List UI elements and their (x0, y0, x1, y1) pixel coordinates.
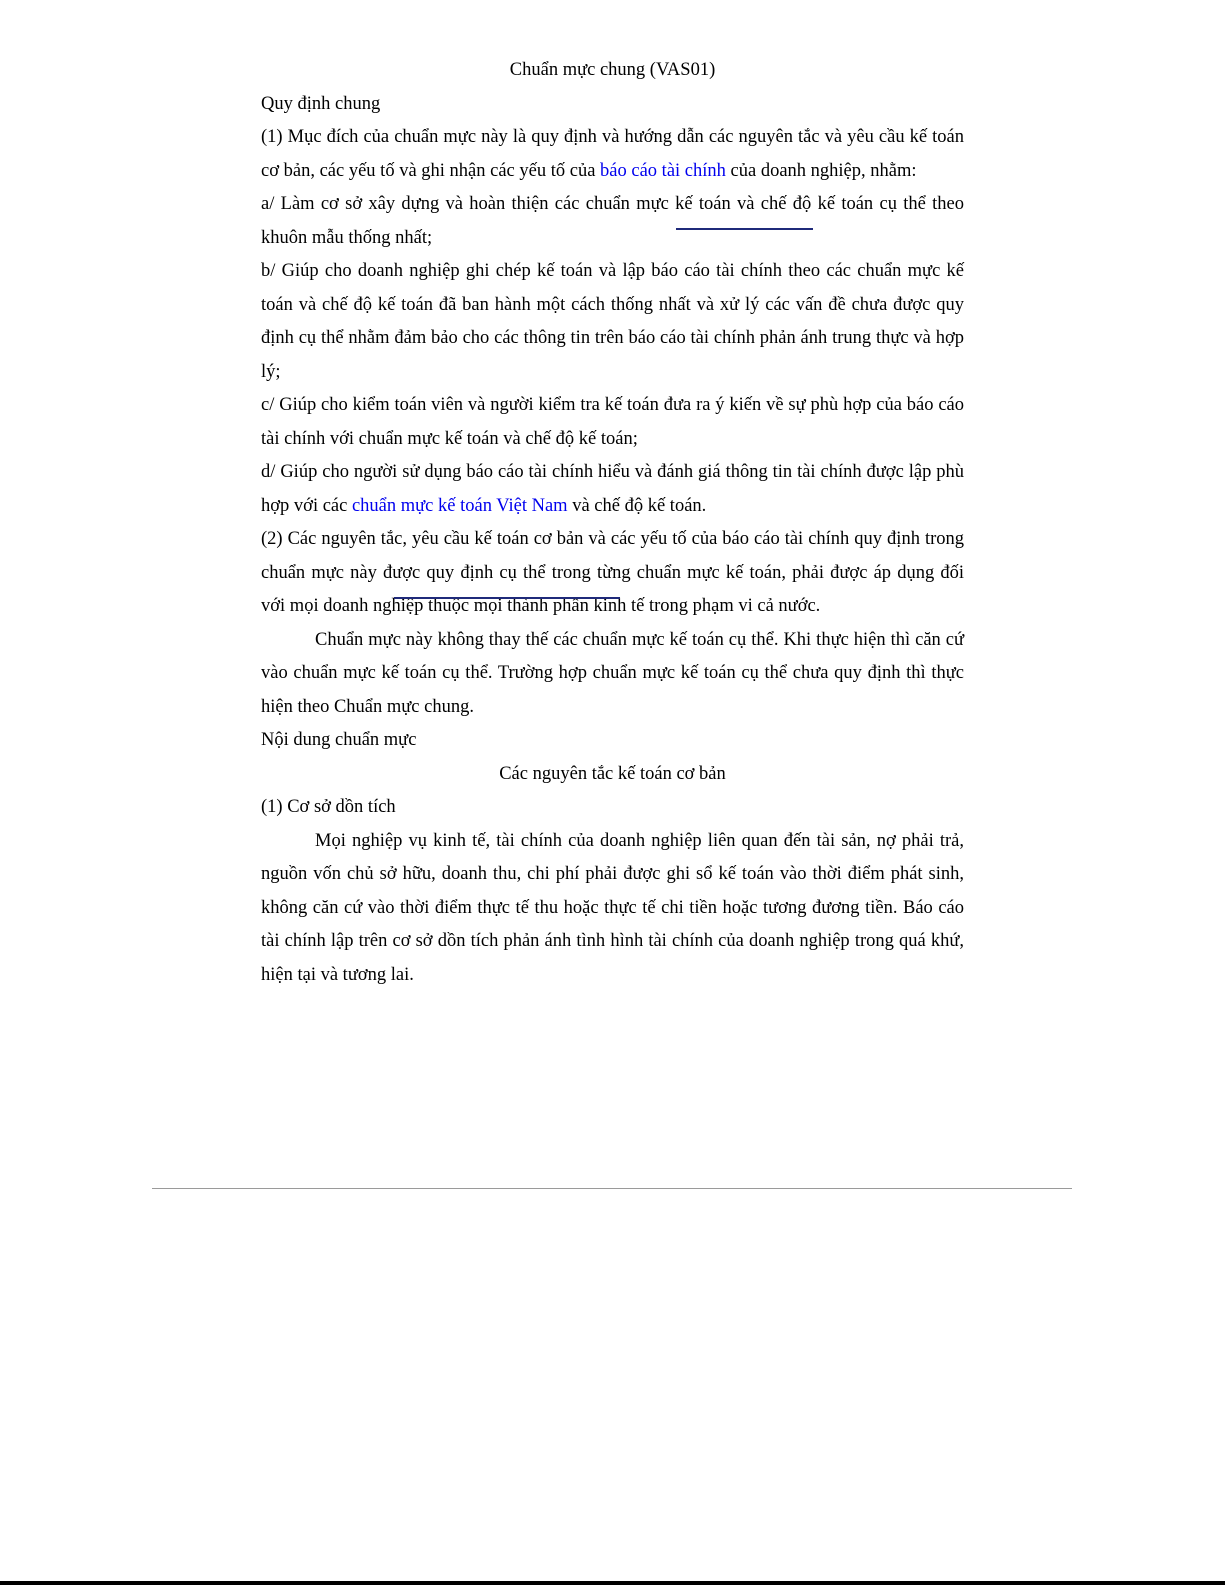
bottom-edge-bar (0, 1581, 1225, 1585)
accrual-heading: (1) Cơ sở dồn tích (261, 797, 396, 817)
paragraph-purpose-text-b: của doanh nghiệp, nhằm: (725, 160, 917, 181)
list-item-c: c/ Giúp cho kiểm toán viên và người kiểm tra kế toán đưa ra ý kiến về sự phù hợp của báo cáo tài chính với chuẩn mực kế toán và chế độ kế toán; (261, 395, 964, 449)
paragraph-purpose-text-a: (1) Mục đích của chuẩn mực này là quy định và hướng dẫn các nguyên tắc và yêu cầu kế toán cơ bản, các yếu tố và ghi nhận các yếu tố của (261, 127, 964, 181)
list-item-b: b/ Giúp cho doanh nghiệp ghi chép kế toán và lập báo cáo tài chính theo các chuẩn mực kế toán và chế độ kế toán đã ban hành một cách thống nhất và xử lý các vấn đề chưa được quy định cụ thể nhằm đảm bảo cho các thông tin trên báo cáo tài chính phản ánh trung thực và hợp lý; (261, 261, 964, 382)
list-item-d-text-a: d/ Giúp cho người sử dụng báo cáo tài chính hiểu và đánh giá thông tin tài chính được lập phù hợp với các (261, 462, 964, 516)
page-separator-rule (152, 1188, 1072, 1189)
section-heading-general: Quy định chung (261, 93, 381, 114)
accrual-paragraph: Mọi nghiệp vụ kinh tế, tài chính của doanh nghiệp liên quan đến tài sản, nợ phải trả, nguồn vốn chủ sở hữu, doanh thu, chi phí phải được ghi sổ kế toán vào thời điểm phát sinh, không căn cứ vào thời điểm thực tế thu hoặc thực tế chi tiền hoặc tương đương tiền. Báo cáo tài chính lập trên cơ sở dồn tích phản ánh tình hình tài chính của doanh nghiệp trong quá khứ, hiện tại và tương lai. (261, 830, 964, 985)
link-vietnamese-accounting-standards[interactable]: chuẩn mực kế toán Việt Nam (351, 495, 568, 516)
annotation-strike-line (394, 597, 620, 599)
link-financial-statements[interactable]: báo cáo tài chính (600, 160, 726, 181)
document-title: Chuẩn mực chung (VAS01) (509, 60, 716, 80)
paragraph-relation: Chuẩn mực này không thay thế các chuẩn mực kế toán cụ thể. Khi thực hiện thì căn cứ vào chuẩn mực kế toán cụ thể. Trường hợp chuẩn mực kế toán cụ thể chưa quy định thì thực hiện theo Chuẩn mực chung. (261, 629, 964, 717)
list-item-a: a/ Làm cơ sở xây dựng và hoàn thiện các chuẩn mực kế toán và chế độ kế toán cụ thể theo khuôn mẫu thống nhất; (261, 194, 964, 248)
list-item-d (261, 456, 964, 523)
paragraph-purpose (261, 121, 964, 188)
annotation-strike-line (676, 228, 813, 230)
section-heading-content: Nội dung chuẩn mực (261, 730, 417, 750)
principles-heading: Các nguyên tắc kế toán cơ bản (499, 763, 726, 784)
paragraph-scope: (2) Các nguyên tắc, yêu cầu kế toán cơ bản và các yếu tố của báo cáo tài chính quy định trong chuẩn mực này được quy định cụ thể trong từng chuẩn mực kế toán, phải được áp dụng đối với mọi doanh nghiệp thuộc mọi thành phần kinh tế trong phạm vi cả nước. (261, 529, 964, 616)
list-item-d-text-b: và chế độ kế toán. (567, 495, 707, 516)
document-body (261, 54, 964, 992)
